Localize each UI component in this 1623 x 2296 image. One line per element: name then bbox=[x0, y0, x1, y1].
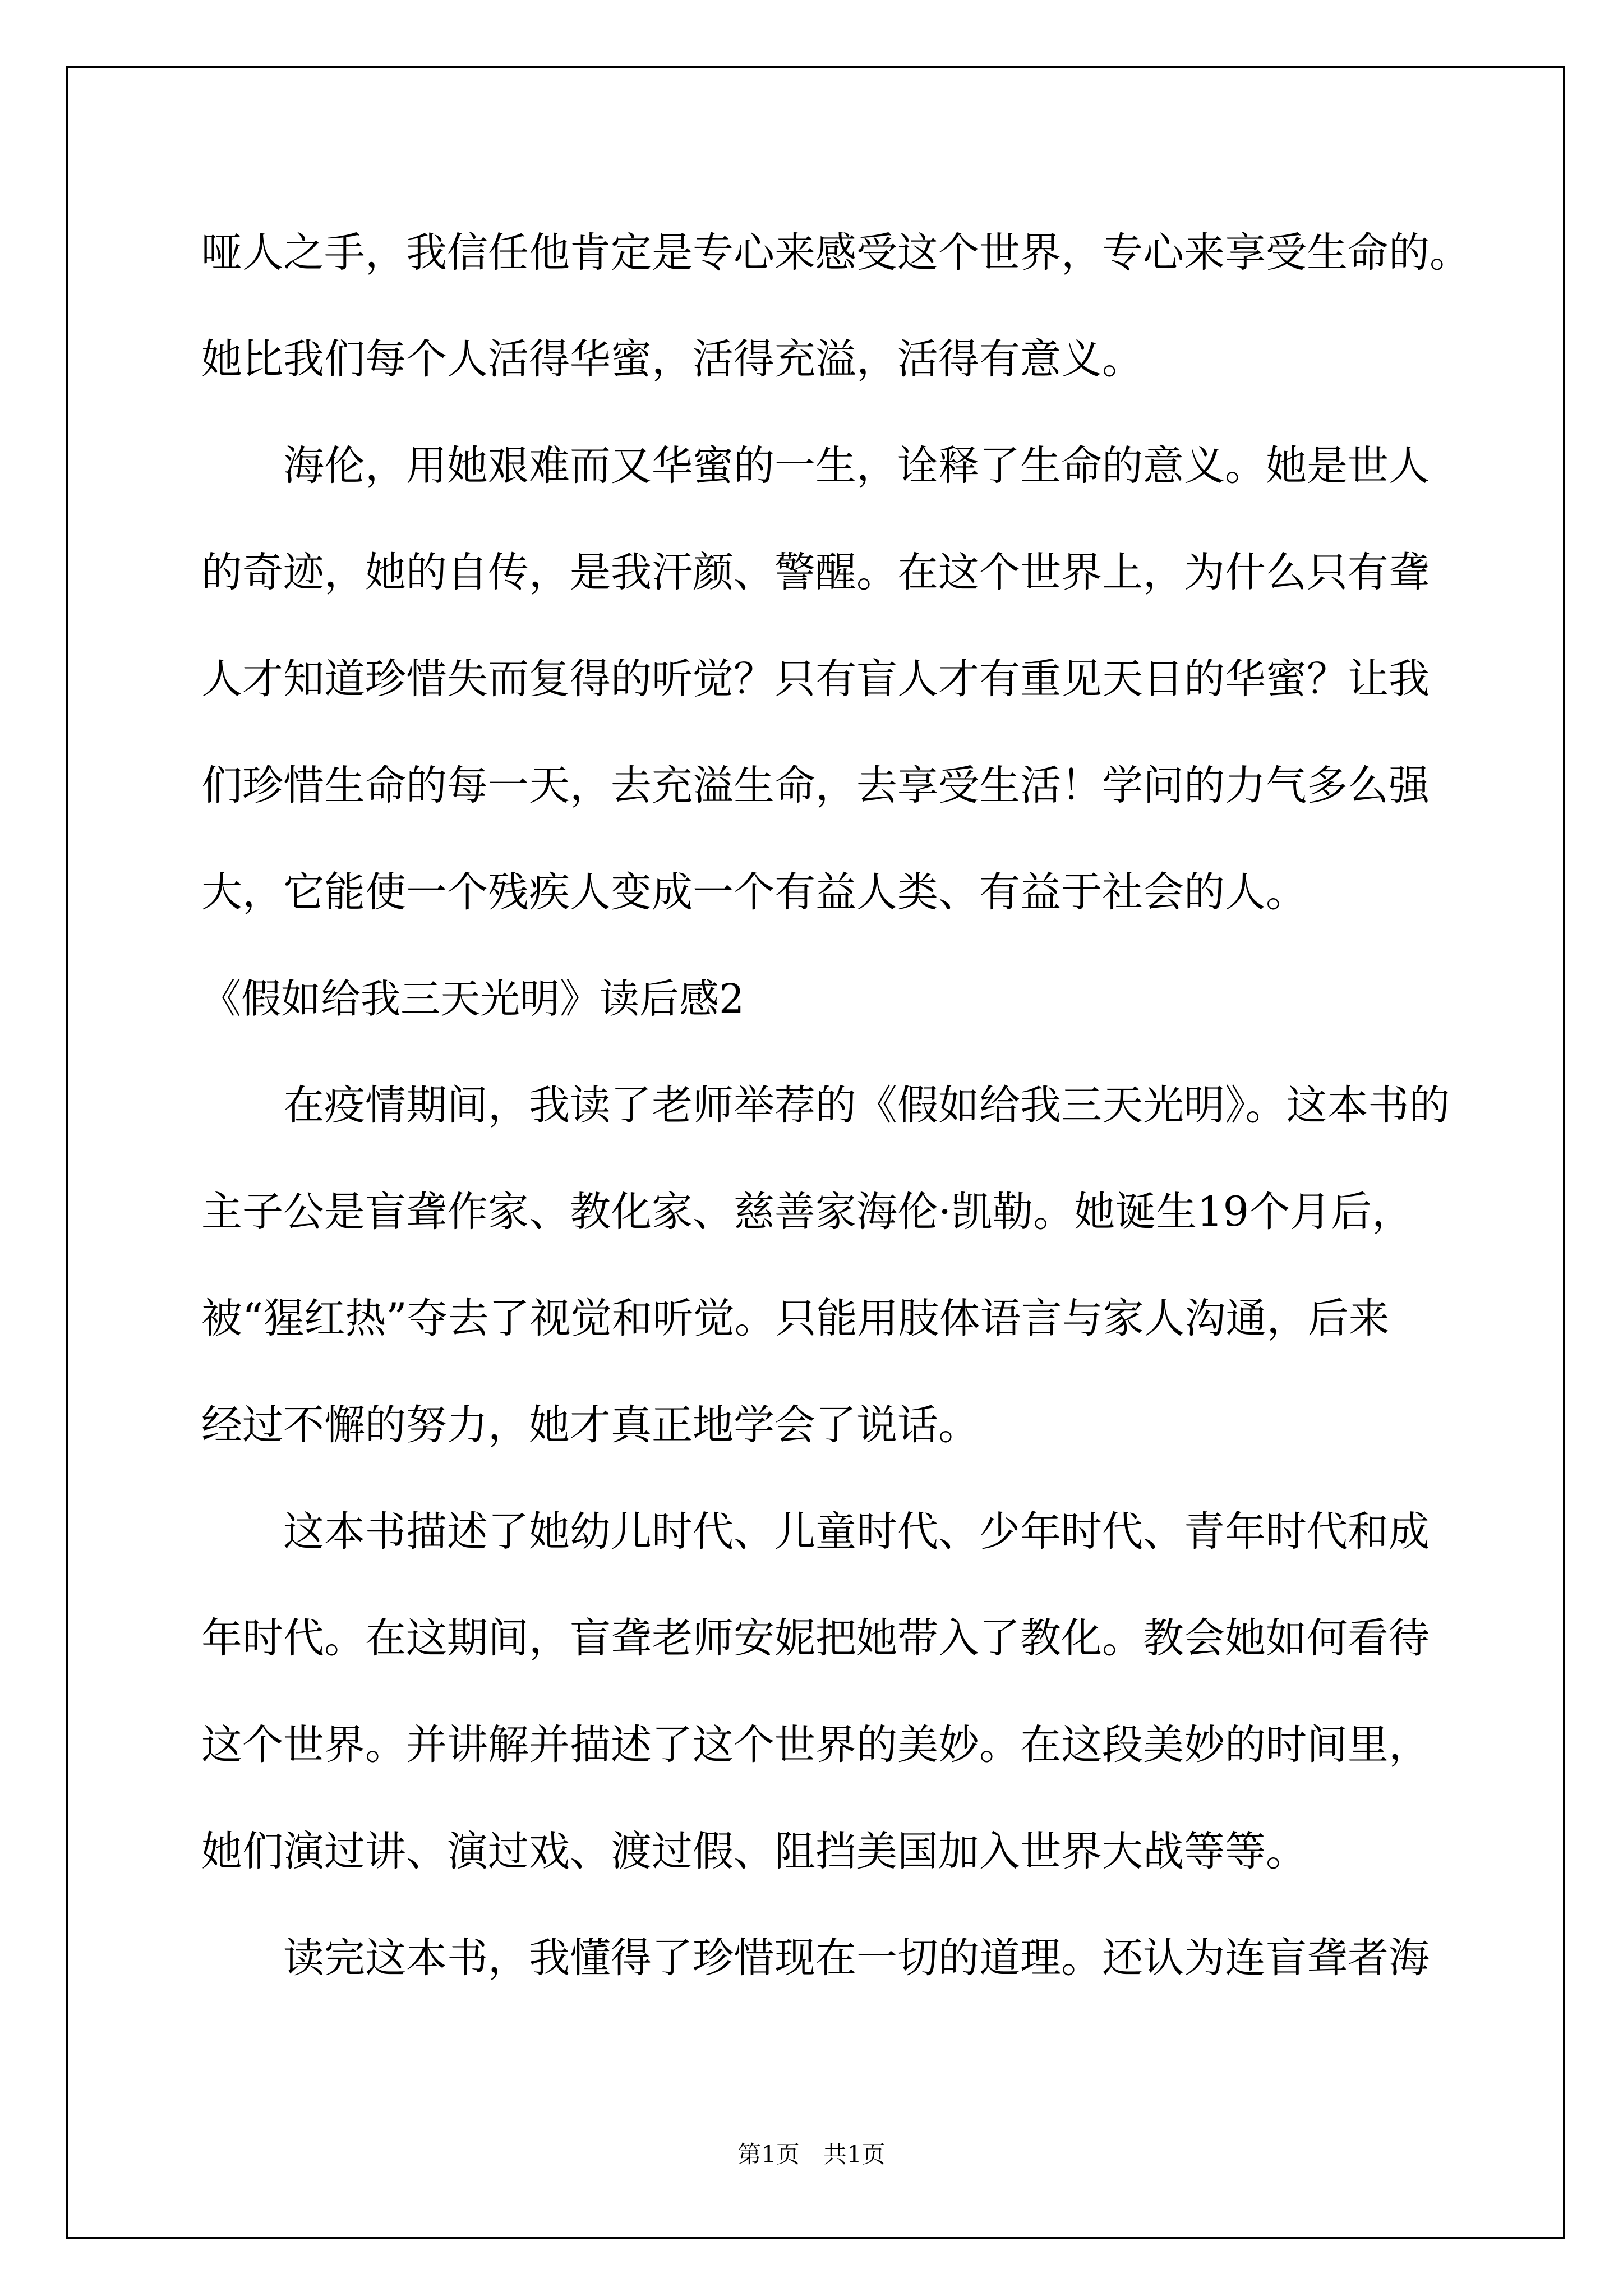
paragraph-first-line: 在疫情期间，我读了老师举荐的《假如给我三天光明》。这本书的 bbox=[283, 1082, 1450, 1129]
paragraph-first-line: 海伦，用她艰难而又华蜜的一生，诠释了生命的意义。她是世人 bbox=[283, 442, 1430, 490]
document-body bbox=[201, 200, 1547, 2012]
text-line: 们珍惜生命的每一天，去充溢生命，去享受生活！学问的力气多么强 bbox=[201, 762, 1430, 809]
text-line: 她们演过讲、演过戏、渡过假、阻挡美国加入世界大战等等。 bbox=[201, 1828, 1307, 1875]
text-line: 这个世界。并讲解并描述了这个世界的美妙。在这段美妙的时间里， bbox=[201, 1721, 1430, 1769]
text-line: 大，它能使一个残疾人变成一个有益人类、有益于社会的人。 bbox=[201, 868, 1307, 916]
text-line: 经过不懈的努力，她才真正地学会了说话。 bbox=[201, 1401, 979, 1449]
section-heading: 《假如给我三天光明》读后感2 bbox=[201, 976, 745, 1022]
page-number-footer: 第1页 共1页 bbox=[737, 2141, 886, 2168]
text-line: 被“猩红热”夺去了视觉和听觉。只能用肢体语言与家人沟通，后来 bbox=[201, 1295, 1390, 1342]
text-line: 人才知道珍惜失而复得的听觉？只有盲人才有重见天日的华蜜？让我 bbox=[201, 655, 1430, 703]
paragraph-first-line: 读完这本书，我懂得了珍惜现在一切的道理。还认为连盲聋者海 bbox=[283, 1934, 1430, 1982]
paragraph-first-line: 这本书描述了她幼儿时代、儿童时代、少年时代、青年时代和成 bbox=[283, 1508, 1430, 1556]
text-line: 哑人之手，我信任他肯定是专心来感受这个世界，专心来享受生命的。 bbox=[201, 229, 1470, 277]
text-line: 主子公是盲聋作家、教化家、慈善家海伦·凯勒。她诞生19个月后， bbox=[201, 1188, 1413, 1236]
text-line: 的奇迹，她的自传，是我汗颜、警醒。在这个世界上，为什么只有聋 bbox=[201, 549, 1430, 596]
text-line: 她比我们每个人活得华蜜，活得充溢，活得有意义。 bbox=[201, 335, 1143, 383]
text-line: 年时代。在这期间，盲聋老师安妮把她带入了教化。教会她如何看待 bbox=[201, 1614, 1430, 1662]
